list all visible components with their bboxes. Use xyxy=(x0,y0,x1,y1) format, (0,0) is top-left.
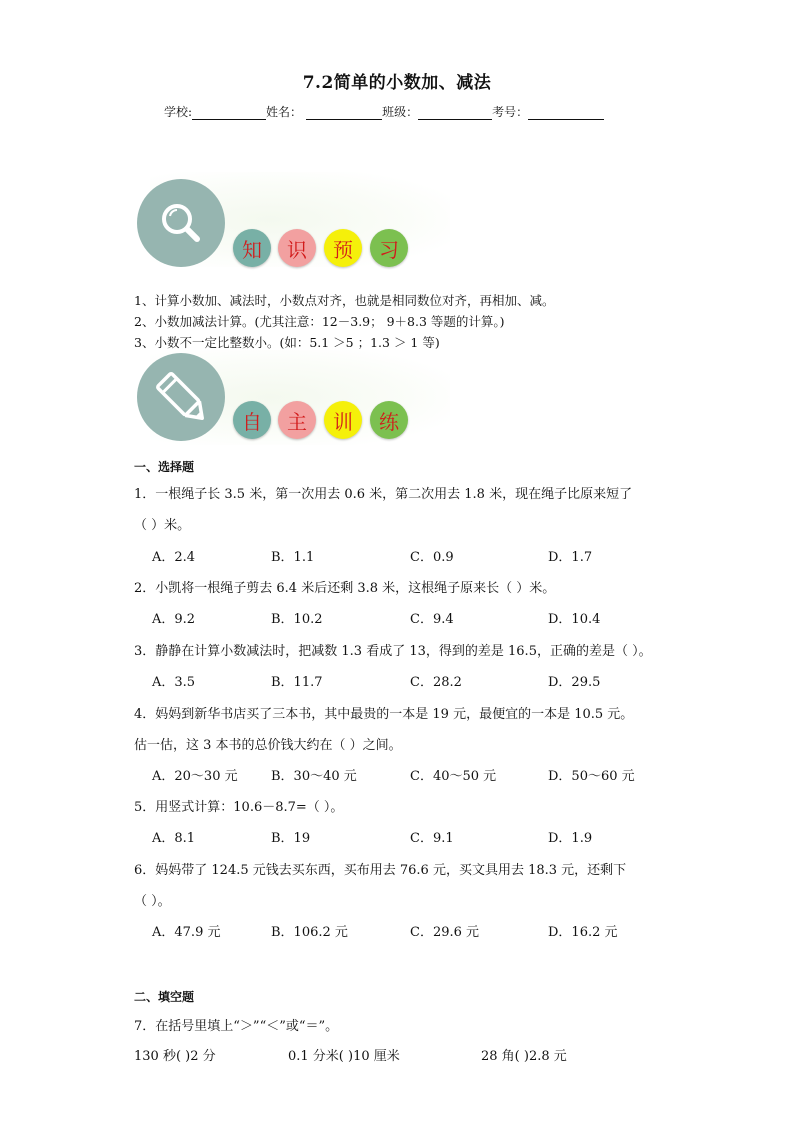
question-6-line-2: （ ）。 xyxy=(134,894,171,909)
class-label: 班级： xyxy=(382,105,419,119)
banner2-char-4: 练 xyxy=(370,401,408,439)
compare-item-1: 130 秒( )2 分 xyxy=(134,1049,216,1064)
banner-circle xyxy=(137,353,225,441)
question-7-line-1: 7．在括号里填上“＞”“＜”或“＝”。 xyxy=(134,1019,339,1034)
option-c: C．9.1 xyxy=(410,831,454,846)
option-b: B．11.7 xyxy=(271,675,323,690)
option-d: D．50～60 元 xyxy=(548,769,635,784)
magnifier-icon xyxy=(137,179,225,267)
option-b: B．1.1 xyxy=(271,550,315,565)
compare-item-2: 0.1 分米( )10 厘米 xyxy=(288,1049,400,1064)
question-4-line-2: 估一估，这 3 本书的总价钱大约在（ ）之间。 xyxy=(134,738,402,753)
option-b: B．30～40 元 xyxy=(271,769,357,784)
question-1-line-1: 1．一根绳子长 3.5 米，第一次用去 0.6 米，第二次用去 1.8 米，现在绳子比原来短了 xyxy=(134,487,633,502)
option-a: A．2.4 xyxy=(152,550,196,565)
option-c: C．29.6 元 xyxy=(410,925,480,940)
option-d: D．16.2 元 xyxy=(548,925,618,940)
banner1-char-4: 习 xyxy=(370,229,408,267)
exam-blank xyxy=(528,105,604,120)
preview-point-1: 1、计算小数加、减法时，小数点对齐，也就是相同数位对齐，再相加、减。 xyxy=(134,293,555,308)
banner1-char-1: 知 xyxy=(233,229,271,267)
option-c: C．9.4 xyxy=(410,612,454,627)
preview-point-2: 2、小数加减法计算。(尤其注意：12－3.9； 9＋8.3 等题的计算。) xyxy=(134,314,505,329)
page-title: 7.2简单的小数加、减法 xyxy=(302,73,492,93)
compare-item-3: 28 角( )2.8 元 xyxy=(481,1049,567,1064)
preview-point-3: 3、小数不一定比整数小。(如：5.1 ＞5 ；1.3 ＞ 1 等) xyxy=(134,335,440,350)
banner2-char-3: 训 xyxy=(324,401,362,439)
exam-label: 考号： xyxy=(492,105,529,119)
question-5-line-1: 5．用竖式计算：10.6－8.7=（ ）。 xyxy=(134,800,344,815)
option-c: C．0.9 xyxy=(410,550,454,565)
banner1-char-3: 预 xyxy=(324,229,362,267)
pencil-icon xyxy=(137,353,225,441)
question-2-line-1: 2．小凯将一根绳子剪去 6.4 米后还剩 3.8 米，这根绳子原来长（ ）米。 xyxy=(134,581,556,596)
option-c: C．40～50 元 xyxy=(410,769,497,784)
section-heading: 二、填空题 xyxy=(134,990,195,1004)
school-blank xyxy=(192,105,266,120)
option-d: D．1.9 xyxy=(548,831,593,846)
option-c: C．28.2 xyxy=(410,675,462,690)
option-a: A．3.5 xyxy=(152,675,196,690)
question-1-line-2: （ ）米。 xyxy=(134,518,191,533)
question-6-line-1: 6．妈妈带了 124.5 元钱去买东西，买布用去 76.6 元，买文具用去 18.3 元，还剩下 xyxy=(134,863,627,878)
option-d: D．29.5 xyxy=(548,675,601,690)
banner2-char-1: 自 xyxy=(233,401,271,439)
option-d: D．10.4 xyxy=(548,612,601,627)
option-b: B．19 xyxy=(271,831,311,846)
option-b: B．106.2 元 xyxy=(271,925,348,940)
option-a: A．47.9 元 xyxy=(152,925,221,940)
option-a: A．20～30 元 xyxy=(152,769,238,784)
banner-circle xyxy=(137,179,225,267)
section-heading: 一、选择题 xyxy=(134,460,195,474)
banner2-char-2: 主 xyxy=(278,401,316,439)
school-label: 学校: xyxy=(164,105,193,119)
option-a: A．8.1 xyxy=(152,831,196,846)
name-blank xyxy=(306,105,382,120)
option-b: B．10.2 xyxy=(271,612,323,627)
class-blank xyxy=(418,105,492,120)
question-4-line-1: 4．妈妈到新华书店买了三本书，其中最贵的一本是 19 元，最便宜的一本是 10.5 元。 xyxy=(134,707,634,722)
banner1-char-2: 识 xyxy=(278,229,316,267)
option-a: A．9.2 xyxy=(152,612,196,627)
option-d: D．1.7 xyxy=(548,550,593,565)
name-label: 姓名： xyxy=(266,105,303,119)
question-3-line-1: 3．静静在计算小数减法时，把减数 1.3 看成了 13，得到的差是 16.5，正确的差是（ ）。 xyxy=(134,644,652,659)
student-info-line xyxy=(164,103,604,120)
